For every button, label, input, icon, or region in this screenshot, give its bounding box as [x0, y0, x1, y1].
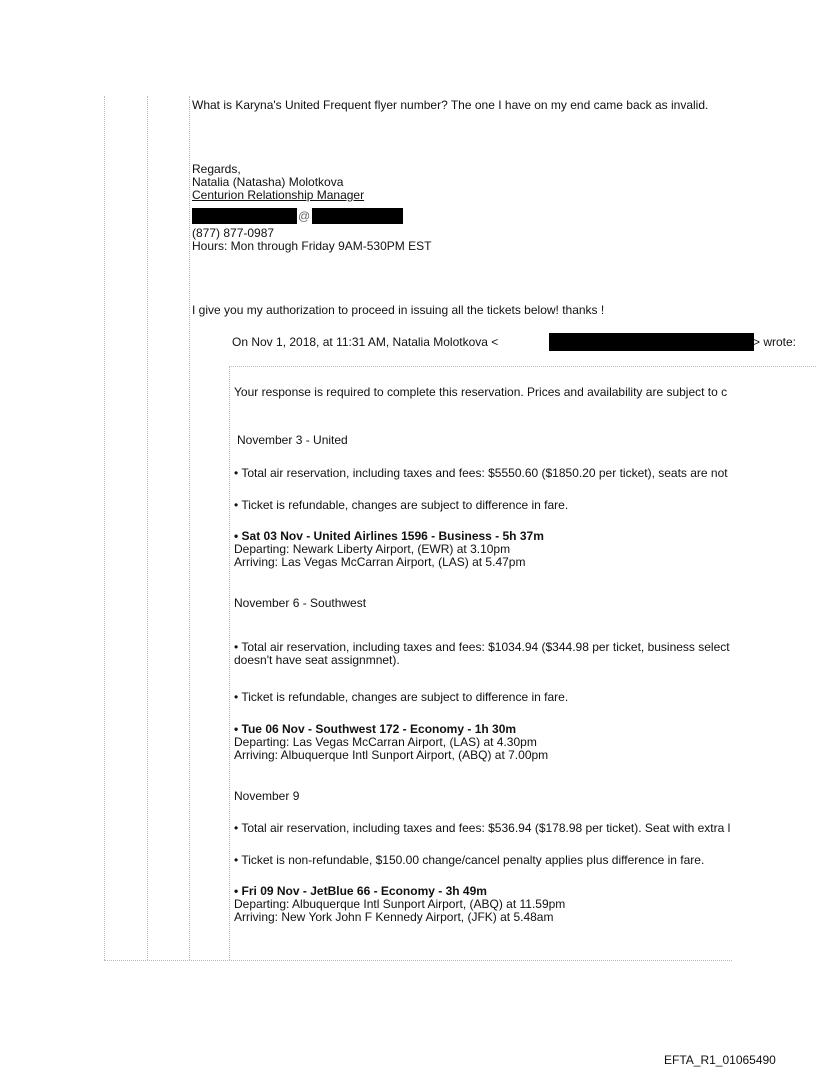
question-text: What is Karyna's United Frequent flyer number? The one I have on my end came back as invalid.	[192, 98, 709, 112]
signature-email-at: @	[298, 209, 311, 223]
segment-depart: Departing: Albuquerque Intl Sunport Airport, (ABQ) at 11.59pm	[234, 897, 566, 911]
segment-total: • Total air reservation, including taxes and fees: $5550.60 ($1850.20 per ticket), seats are not	[234, 466, 728, 480]
segment-arrive: Arriving: Las Vegas McCarran Airport, (LAS) at 5.47pm	[234, 555, 526, 569]
quote-border-left	[229, 366, 230, 960]
table-border-content	[189, 96, 190, 960]
document-id: EFTA_R1_01065490	[664, 1053, 776, 1067]
segment-depart: Departing: Newark Liberty Airport, (EWR) at 3.10pm	[234, 542, 511, 556]
segment-depart: Departing: Las Vegas McCarran Airport, (LAS) at 4.30pm	[234, 735, 537, 749]
authorization-text: I give you my authorization to proceed in issuing all the tickets below! thanks !	[192, 303, 605, 317]
redaction-quote-email	[549, 333, 754, 351]
signature-contact	[192, 227, 431, 253]
segment-heading: November 9	[234, 789, 300, 803]
segment-flight-block	[234, 530, 544, 569]
redaction-email-domain	[312, 208, 403, 224]
segment-total: • Total air reservation, including taxes and fees: $536.94 ($178.98 per ticket). Seat with extra l	[234, 821, 731, 835]
segment-heading: November 6 - Southwest	[234, 596, 367, 610]
segment-arrive: Arriving: Albuquerque Intl Sunport Airport, (ABQ) at 7.00pm	[234, 748, 549, 762]
segment-refund: • Ticket is refundable, changes are subject to difference in fare.	[234, 498, 569, 512]
quote-border-top	[229, 366, 816, 367]
segment-total-cont: doesn't have seat assignmnet).	[234, 653, 400, 667]
segment-total: • Total air reservation, including taxes and fees: $1034.94 ($344.98 per ticket, business select	[234, 640, 730, 654]
segment-flight: • Tue 06 Nov - Southwest 172 - Economy - 1h 30m	[234, 722, 517, 736]
signature-title: Centurion Relationship Manager	[192, 188, 365, 202]
table-border-mid	[147, 96, 148, 960]
redaction-email-local	[192, 208, 297, 224]
segment-flight-block	[234, 885, 565, 924]
signature-name: Natalia (Natasha) Molotkova	[192, 175, 344, 189]
quote-header-end: > wrote:	[753, 335, 797, 349]
segment-heading: November 3 - United	[237, 433, 348, 447]
signature-phone: (877) 877-0987	[192, 226, 275, 240]
segment-total-block	[234, 641, 730, 667]
signature-regards: Regards,	[192, 162, 241, 176]
segment-arrive: Arriving: New York John F Kennedy Airport, (JFK) at 5.48am	[234, 910, 554, 924]
signature-hours: Hours: Mon through Friday 9AM-530PM EST	[192, 239, 432, 253]
quote-header-start: On Nov 1, 2018, at 11:31 AM, Natalia Molotkova <	[232, 335, 499, 349]
segment-refund: • Ticket is refundable, changes are subject to difference in fare.	[234, 690, 569, 704]
table-border-left	[104, 96, 105, 960]
segment-flight: • Fri 09 Nov - JetBlue 66 - Economy - 3h 49m	[234, 884, 487, 898]
quote-intro: Your response is required to complete this reservation. Prices and availability are subject to c	[234, 385, 728, 399]
table-border-bottom	[104, 960, 732, 961]
segment-flight: • Sat 03 Nov - United Airlines 1596 - Business - 5h 37m	[234, 529, 544, 543]
segment-flight-block	[234, 723, 548, 762]
signature-block	[192, 163, 364, 202]
segment-refund: • Ticket is non-refundable, $150.00 change/cancel penalty applies plus difference in fare.	[234, 853, 705, 867]
